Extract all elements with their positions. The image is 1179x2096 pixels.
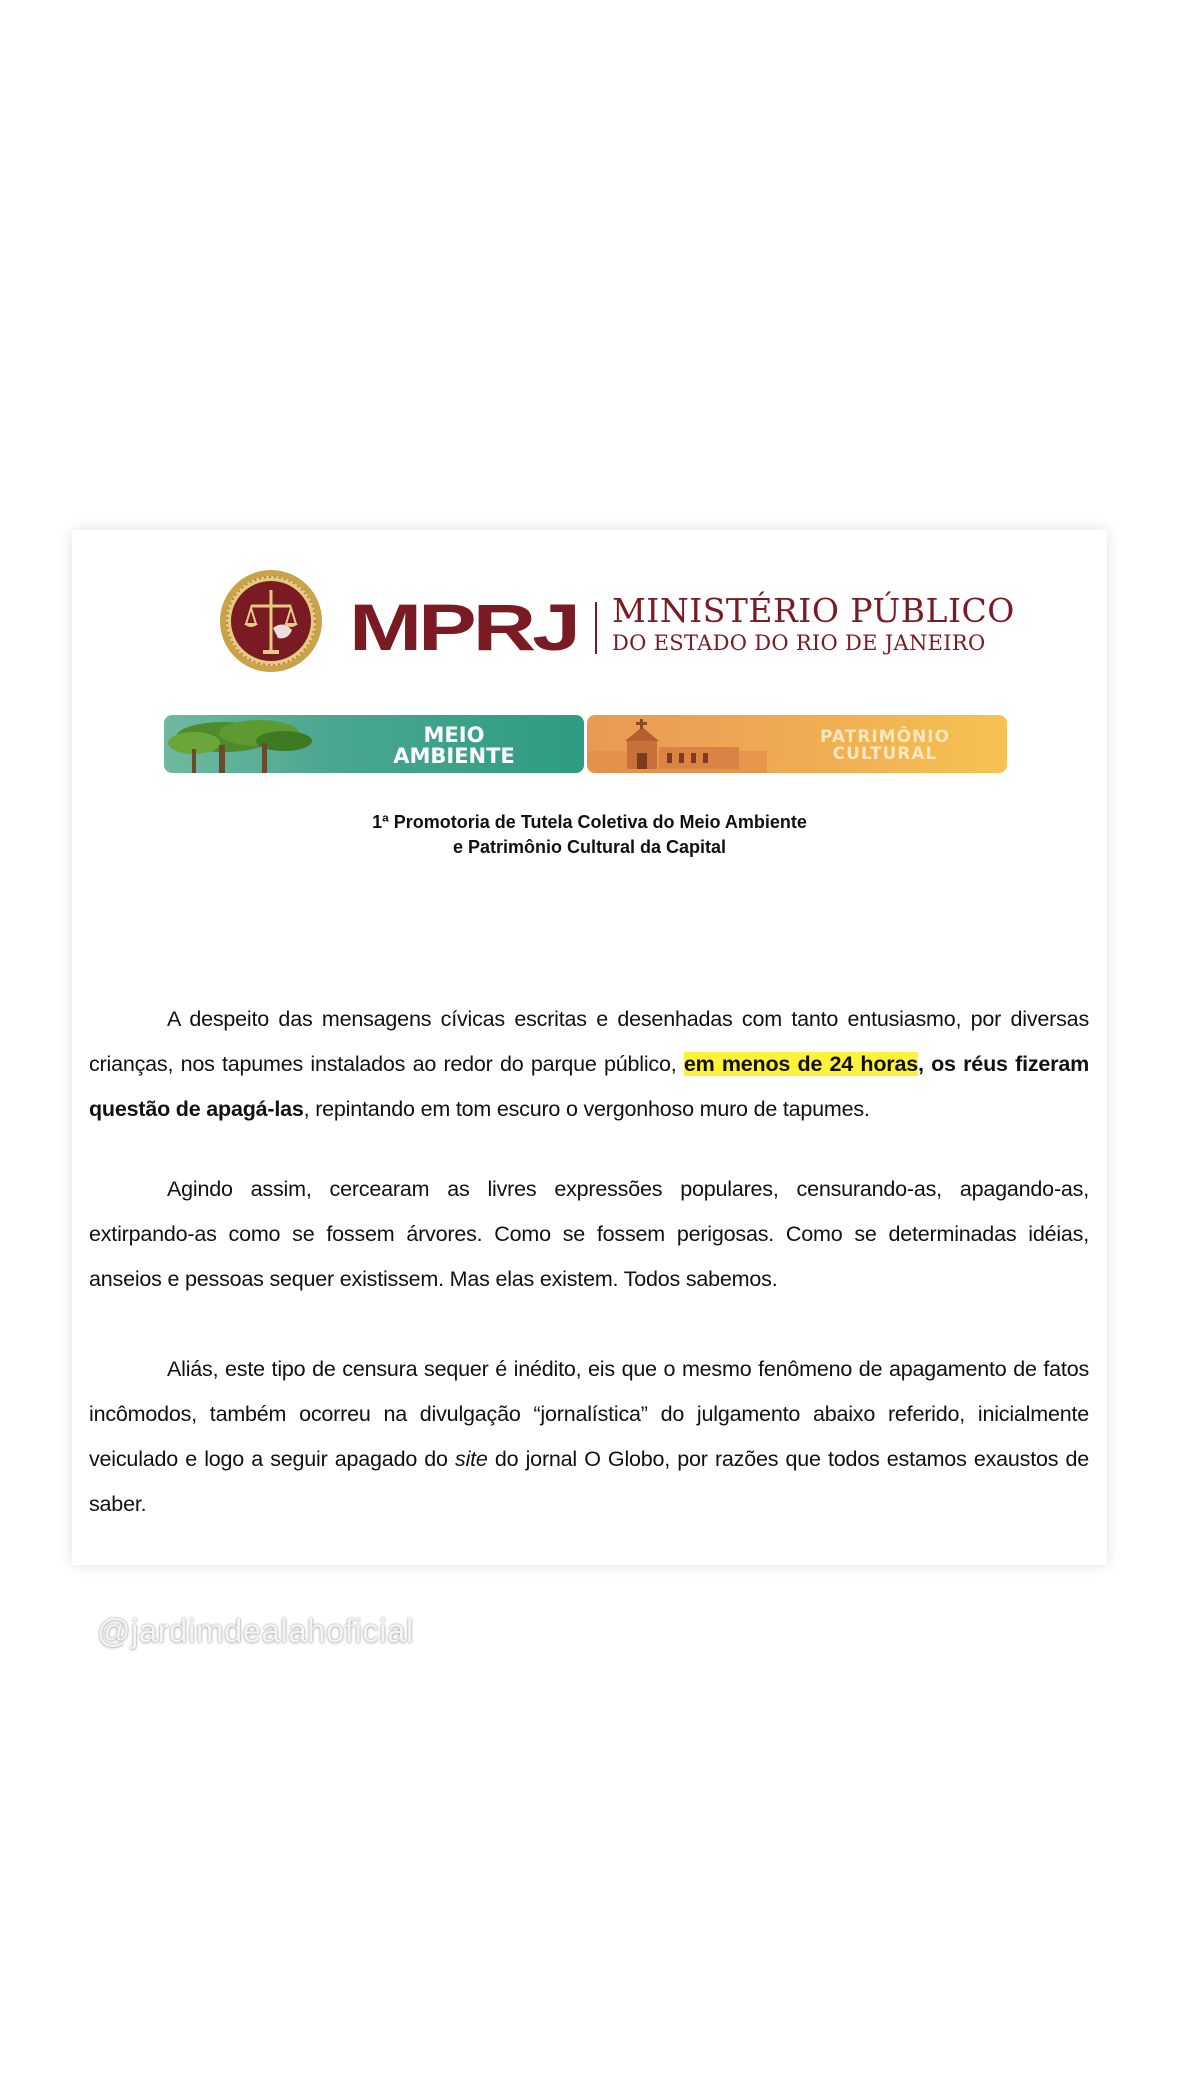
mprj-seal-icon <box>218 568 324 674</box>
banner-patrimonio-cultural-line1: PATRIMÔNIO <box>819 727 951 747</box>
paragraph-1-highlight: em menos de 24 horas <box>683 1051 918 1076</box>
banner-patrimonio-cultural <box>587 715 1007 773</box>
banner-meio-ambiente-line2: AMBIENTE <box>393 744 515 768</box>
watermark-handle: @jardimdealahoficial <box>97 1612 414 1649</box>
paragraph-1-bold: , os réus fizeram questão de apagá-las <box>89 1051 1089 1121</box>
promotoria-title-line1: 1ª Promotoria de Tutela Coletiva do Meio Ambiente <box>372 812 807 832</box>
logo-divider <box>595 602 597 654</box>
banner-meio-ambiente-label <box>364 725 544 767</box>
banner-patrimonio-cultural-label <box>775 729 995 763</box>
paragraph-1-text-a: A despeito das mensagens cívicas escritas e desenhadas com tanto entusiasmo, por diversas crianças, nos tapumes instalados ao redor do parque público, <box>89 1006 1089 1076</box>
paragraph-2-text: Agindo assim, cercearam as livres expressões populares, censurando-as, apagando-as, extirpando-as como se fossem árvores. Como se fossem perigosas. Como se determinadas idéias, anseios e pessoas sequer existissem. Mas elas existem. Todos sabemos. <box>89 1176 1089 1291</box>
mprj-logo-mark <box>349 596 579 656</box>
paragraph-3 <box>89 1347 1089 1527</box>
banner-patrimonio-cultural-line2: CULTURAL <box>832 744 938 764</box>
church-icon <box>587 715 767 773</box>
paragraph-3-text-a: Aliás, este tipo de censura sequer é inédito, eis que o mesmo fenômeno de apagamento de fatos incômodos, também ocorreu na divulgação “jornalística” do julgamento abaixo referido, inicialmente veiculado e logo a seguir apagado do <box>89 1356 1089 1471</box>
paragraph-1 <box>89 997 1089 1132</box>
paragraph-1-text-b: , repintando em tom escuro o vergonhoso muro de tapumes. <box>303 1096 870 1121</box>
trees-icon <box>164 715 344 773</box>
banner-meio-ambiente-line1: MEIO <box>423 723 485 747</box>
org-name-line1: MINISTÉRIO PÚBLICO <box>612 591 1015 630</box>
org-name-line2: DO ESTADO DO RIO DE JANEIRO <box>612 631 986 655</box>
org-name <box>612 591 1015 655</box>
promotoria-title-line2: e Patrimônio Cultural da Capital <box>452 837 727 857</box>
document-page <box>72 530 1107 1565</box>
promotoria-title <box>72 810 1107 860</box>
paragraph-3-text-b: do jornal O Globo, por razões que todos estamos exaustos de saber. <box>89 1446 1089 1516</box>
paragraph-3-italic: site <box>455 1446 488 1471</box>
banner-meio-ambiente <box>164 715 584 773</box>
mprj-logo-text: MPRJ <box>349 596 577 656</box>
mprj-header <box>72 560 1107 680</box>
paragraph-2 <box>89 1167 1089 1302</box>
